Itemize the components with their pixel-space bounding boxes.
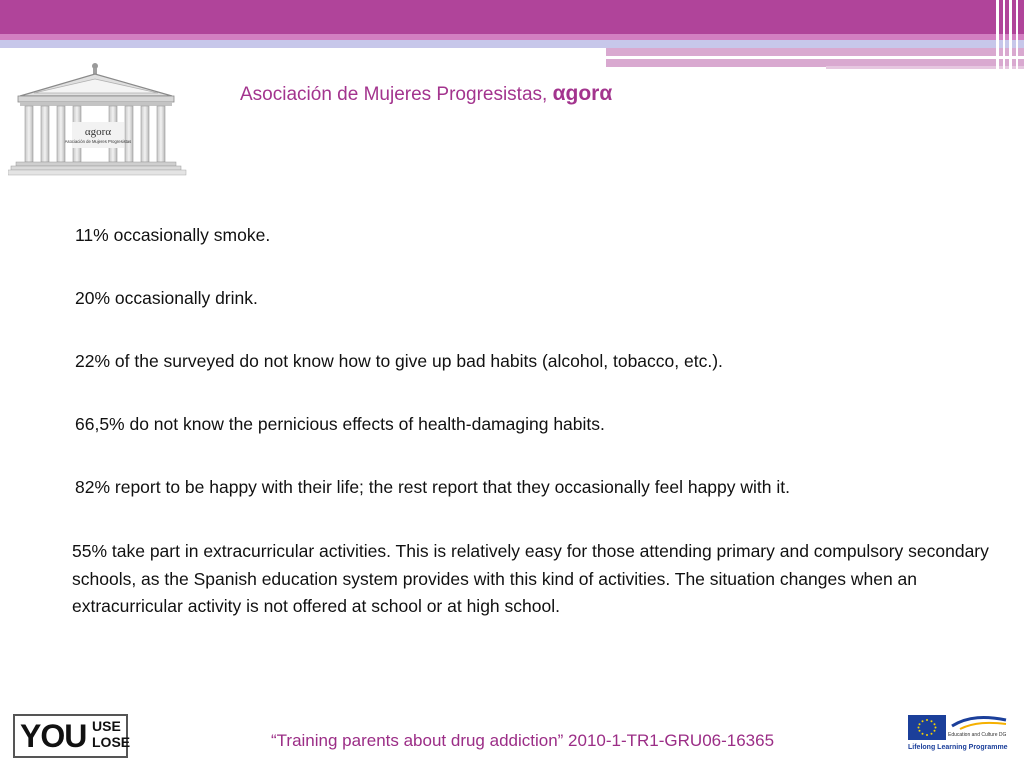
page-title-brand: αgorα: [552, 82, 613, 105]
logo-you-text: YOU: [20, 718, 87, 754]
logo-caption-text: Asociación de Mujeres Progresistas: [64, 139, 132, 144]
extracurricular-paragraph: 55% take part in extracurricular activities. This is relatively easy for those attending primary and compulsory secondary schools, as the Spanish education system provides with this kind of activities. The situation changes when an extracurricular activity is not offered at school or at high school.: [72, 541, 989, 616]
logo-brand-text: αgorα: [84, 126, 112, 138]
you-use-you-lose-logo: [13, 714, 131, 758]
stat-line-drink: 20% occasionally drink.: [75, 288, 258, 308]
swoosh-icon: [950, 714, 1010, 732]
lifelong-learning-logo: [906, 712, 1016, 756]
eu-flag-icon: [908, 715, 946, 740]
logo-use-text: USE: [92, 718, 121, 734]
stat-line-pernicious-effects: 66,5% do not know the pernicious effects of health-damaging habits.: [75, 414, 605, 434]
top-band-step: [606, 48, 1024, 56]
page-title-prefix: Asociación de Mujeres Progresistas,: [240, 84, 553, 105]
top-band: [0, 0, 1024, 34]
stat-line-happiness: 82% report to be happy with their life; the rest report that they occasionally feel happy with it.: [75, 477, 790, 497]
top-band-lavender: [0, 40, 1024, 48]
stat-line-bad-habits: 22% of the surveyed do not know how to give up bad habits (alcohol, tobacco, etc.).: [75, 351, 723, 371]
agora-logo: [8, 60, 190, 180]
project-footer: “Training parents about drug addiction” 2010-1-TR1-GRU06-16365: [271, 731, 775, 750]
logo-lose-text: LOSE: [92, 734, 131, 750]
stat-line-smoke: 11% occasionally smoke.: [75, 225, 271, 245]
page-title: [240, 82, 612, 106]
top-band-vertical-stripes: [992, 0, 1024, 70]
eu-programme-text: Lifelong Learning Programme: [908, 744, 1008, 751]
eu-dg-text: Education and Culture DG: [948, 732, 1007, 738]
